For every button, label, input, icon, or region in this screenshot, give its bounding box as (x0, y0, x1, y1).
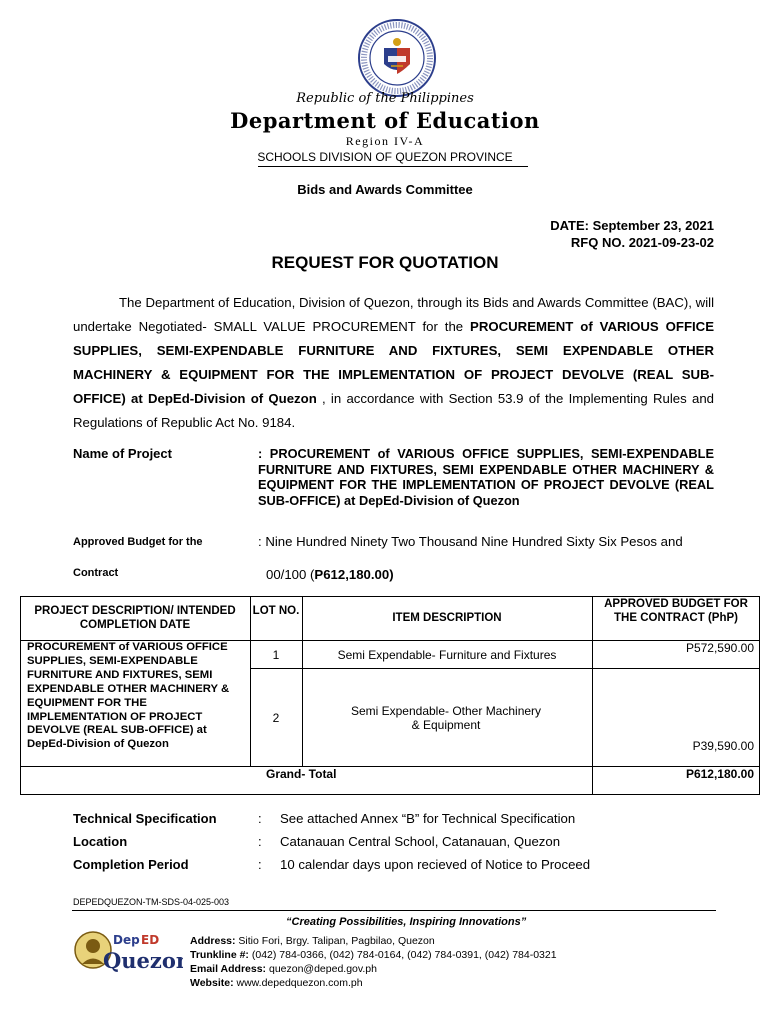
completion-period-colon: : (258, 857, 262, 872)
grand-total-label: Grand- Total (266, 767, 337, 781)
footer-tagline: “Creating Possibilities, Inspiring Innovations” (286, 916, 527, 928)
technical-spec-label: Technical Specification (73, 811, 217, 826)
table-border-left (20, 596, 21, 794)
footer-website (190, 977, 363, 989)
committee-heading: Bids and Awards Committee (297, 182, 473, 197)
abc-value-cents: 00/100 ( (266, 567, 315, 582)
svg-text:ED: ED (141, 933, 160, 947)
intro-paragraph (73, 291, 714, 435)
republic-heading: Republic of the Philippines (296, 91, 474, 106)
date-block (550, 217, 714, 251)
location-label: Location (73, 834, 128, 849)
budget-table (20, 596, 760, 795)
deped-quezon-logo-art (73, 920, 183, 980)
footer-trunkline-label: Trunkline #: (190, 949, 249, 961)
abc-value-amount (266, 567, 394, 582)
footer-website-label: Website: (190, 977, 234, 989)
deped-seal-logo (357, 18, 437, 98)
intro-text: The Department of Education, Division of Quezon, through its Bids and Awards Committee (BAC), will undertake Negotiated- SMALL VALUE PROCUREMENT for the (73, 295, 714, 334)
department-heading: Department of Education (230, 108, 540, 133)
table-project-description: PROCUREMENT of VARIOUS OFFICE SUPPLIES, SEMI-EXPENDABLE FURNITURE AND FIXTURES, SEMI EXPENDABLE OTHER MACHINERY & EQUIPMENT FOR THE IMPLEMENTATION OF PROJECT DEVOLVE (REAL SUB-OFFICE) at DepEd-Division of Quezon (27, 641, 230, 751)
header-item-description: ITEM DESCRIPTION (392, 612, 502, 624)
footer-trunkline-value: (042) 784-0366, (042) 784-0164, (042) 784-0391, (042) 784-0321 (248, 949, 557, 961)
abc-label-line2: Contract (73, 567, 119, 579)
project-name-label: Name of Project (73, 446, 172, 461)
header-approved-budget: APPROVED BUDGET FOR THE CONTRACT (PhP) (604, 598, 748, 624)
document-code: DEPEDQUEZON-TM-SDS-04-025-003 (73, 897, 230, 907)
table-row-2-item: Semi Expendable- Other Machinery & Equipment (350, 704, 542, 732)
footer-divider (72, 910, 716, 911)
completion-period-value: 10 calendar days upon recieved of Notice to Proceed (280, 857, 591, 872)
footer-address-label: Address: (190, 935, 236, 947)
table-row-2-lot: 2 (272, 711, 280, 725)
header-divider (258, 166, 528, 167)
table-row-1-amount: P572,590.00 (685, 641, 754, 655)
footer-email (190, 963, 377, 975)
table-row-1-lot: 1 (272, 648, 280, 662)
table-row-divider (250, 668, 760, 669)
footer-email-value: quezon@deped.gov.ph (266, 963, 377, 975)
project-name-value: : PROCUREMENT of VARIOUS OFFICE SUPPLIES, SEMI-EXPENDABLE FURNITURE AND FIXTURES, SEMI EXPENDABLE OTHER MACHINERY & EQUIPMENT FOR THE IMPLEMENTATION OF PROJECT DEVOLVE (REAL SUB-OFFICE) at DepEd-Division of Quezon (258, 446, 714, 508)
abc-value-figure: P612,180.00) (314, 567, 394, 582)
location-value: Catanauan Central School, Catanauan, Quezon (280, 834, 561, 849)
abc-label-line1: Approved Budget for the (73, 536, 203, 548)
table-border-right (759, 596, 760, 794)
table-border-bottom (20, 794, 760, 795)
location-colon: : (258, 834, 262, 849)
footer-address (190, 935, 435, 947)
abc-value-words: : Nine Hundred Ninety Two Thousand Nine Hundred Sixty Six Pesos and (258, 534, 683, 549)
intro-text-end: , in accordance with Section 53.9 of the Implementing Rules and Regulations of Republic Act No. 9184. (73, 391, 714, 430)
technical-spec-colon: : (258, 811, 262, 826)
table-col-divider (302, 596, 303, 766)
header-lot-no: LOT NO. (252, 605, 300, 617)
table-col-divider (250, 596, 251, 766)
intro-project-name: PROCUREMENT of VARIOUS OFFICE SUPPLIES, SEMI-EXPENDABLE FURNITURE AND FIXTURES, SEMI EXPENDABLE OTHER MACHINERY & EQUIPMENT FOR THE IMPLEMENTATION OF PROJECT DEVOLVE (REAL SUB-OFFICE) at DepEd-Division of Quezon (73, 319, 714, 406)
svg-text:Dep: Dep (113, 933, 140, 947)
deped-quezon-logo (73, 920, 183, 980)
grand-total-value: P612,180.00 (685, 767, 754, 781)
region-heading: Region IV-A (345, 134, 425, 148)
footer-email-label: Email Address: (190, 963, 267, 975)
rfq-number: RFQ NO. 2021-09-23-02 (570, 235, 714, 250)
table-col-divider (592, 596, 593, 766)
footer-website-value: www.depedquezon.com.ph (233, 977, 363, 989)
svg-text:Quezon: Quezon (103, 948, 183, 973)
completion-period-label: Completion Period (73, 857, 189, 872)
footer-address-value: Sitio Fori, Brgy. Talipan, Pagbilao, Quezon (235, 935, 435, 947)
table-row-1-item: Semi Expendable- Furniture and Fixtures (337, 648, 557, 662)
technical-spec-value: See attached Annex “B” for Technical Specification (280, 811, 576, 826)
document-title: REQUEST FOR QUOTATION (271, 253, 499, 272)
table-row-2-amount: P39,590.00 (692, 739, 754, 753)
division-heading: SCHOOLS DIVISION OF QUEZON PROVINCE (257, 150, 513, 164)
table-total-divider (20, 766, 760, 767)
rfq-date: DATE: September 23, 2021 (550, 218, 714, 233)
header-project-description: PROJECT DESCRIPTION/ INTENDED COMPLETION DATE (34, 605, 236, 631)
footer-trunkline (190, 949, 557, 961)
table-col-divider (592, 766, 593, 794)
